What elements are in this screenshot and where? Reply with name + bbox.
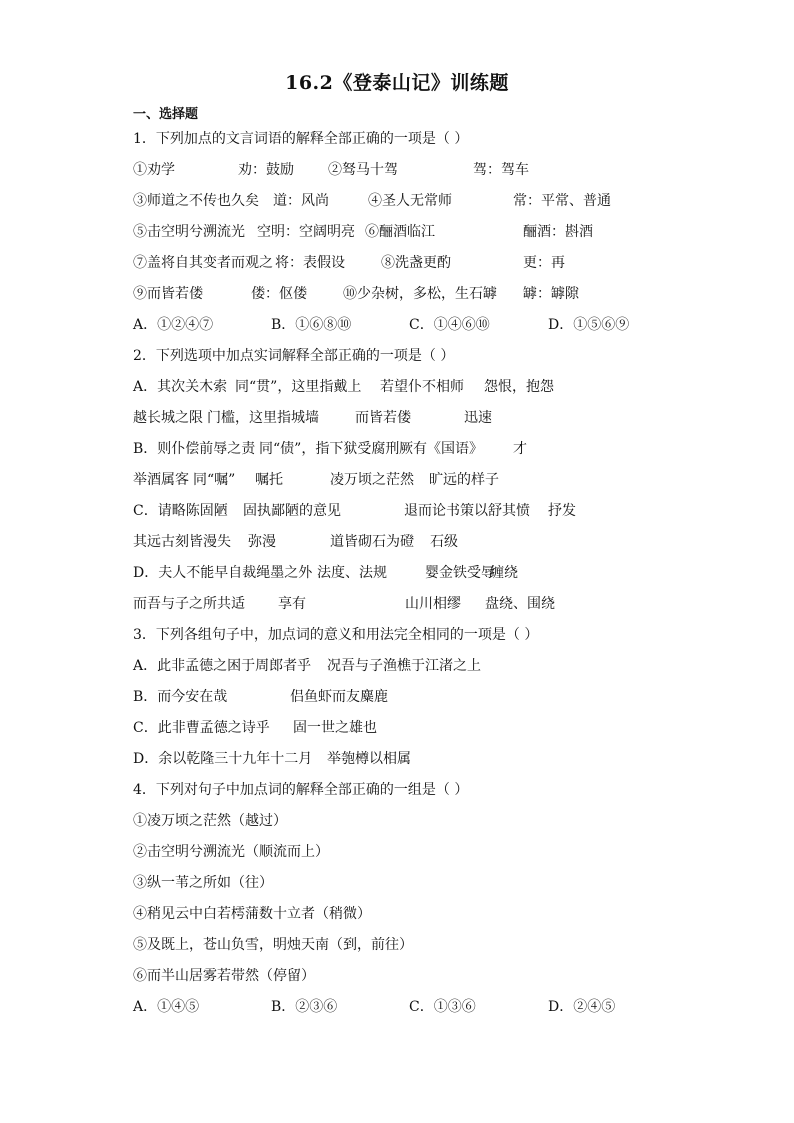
text-segment: B．则仆偿前辱之责 (133, 441, 256, 457)
text-segment: D．夫人不能早自裁绳墨之外 (133, 565, 313, 581)
text-segment: 举酒属客 (133, 472, 189, 488)
text-line (133, 469, 693, 500)
text-segment: ③纵一苇之所如（往） (133, 875, 273, 891)
text-segment: ②击空明兮溯流光（顺流而上） (133, 844, 329, 860)
text-line (133, 221, 693, 252)
text-segment: A．其次关木索 (133, 379, 228, 395)
text-segment: ⑤及既上，苍山负雪，明烛天南（到，前往） (133, 937, 413, 953)
text-line (133, 376, 693, 407)
text-segment: D．②④⑤ (548, 999, 616, 1015)
text-segment: B．②③⑥ (271, 999, 338, 1015)
text-segment: B．①⑥⑧⑩ (271, 317, 352, 333)
text-line (133, 252, 693, 283)
text-segment: 1．下列加点的文言词语的解释全部正确的一项是（ ） (133, 131, 469, 147)
text-line (133, 190, 693, 221)
text-segment: ⑥酾酒临江 (365, 224, 435, 240)
text-segment: 其远古刻皆漫失 (133, 534, 231, 550)
text-segment: 抒发 (548, 503, 576, 519)
text-segment: ⑥而半山居雾若带然（停留） (133, 968, 315, 984)
text-segment: 更：再 (523, 255, 565, 271)
text-segment: 享有 (278, 596, 306, 612)
text-segment: 门槛，这里指城墙 (207, 410, 319, 426)
text-segment: 缠绕 (490, 565, 518, 581)
text-segment: C．请略陈固陋 (133, 503, 228, 519)
text-segment: D．①⑤⑥⑨ (548, 317, 630, 333)
text-segment: 劝：鼓励 (238, 162, 294, 178)
text-segment: 凌万顷之茫然 (330, 472, 414, 488)
text-segment: ①劝学 (133, 162, 175, 178)
text-line (133, 686, 693, 717)
text-line (133, 748, 693, 779)
text-line (133, 934, 693, 965)
text-line (133, 810, 693, 841)
text-segment: 婴金铁受辱 (425, 565, 495, 581)
text-segment: A．①④⑤ (133, 999, 200, 1015)
text-segment: 常：平常、普通 (513, 193, 611, 209)
text-line (133, 407, 693, 438)
text-line (133, 717, 693, 748)
text-line (133, 314, 693, 345)
text-segment: 固执鄙陋的意见 (243, 503, 341, 519)
text-segment: 迅速 (464, 410, 492, 426)
text-segment: 罅：罅隙 (523, 286, 579, 302)
text-segment: C．此非曹孟德之诗乎 (133, 720, 270, 736)
text-segment: 山川相缪 (405, 596, 461, 612)
text-segment: 厥有《国语》 (399, 441, 483, 457)
page-title: 16.2《登泰山记》训练题 (285, 72, 509, 94)
text-line (133, 159, 693, 190)
text-line (133, 500, 693, 531)
text-segment: 同“债”，指下狱受腐刑 (259, 441, 400, 457)
text-segment: 2．下列选项中加点实词解释全部正确的一项是（ ） (133, 348, 455, 364)
text-segment: 而吾与子之所共适 (133, 596, 245, 612)
text-line (133, 283, 693, 314)
text-segment: 况吾与子渔樵于江渚之上 (327, 658, 481, 674)
text-segment: C．①③⑥ (409, 999, 476, 1015)
text-segment: ②驽马十驾 (328, 162, 398, 178)
text-segment: 道：风尚 (273, 193, 329, 209)
text-segment: 偻：伛偻 (251, 286, 307, 302)
text-segment: ⑦盖将自其变者而观之 (133, 255, 273, 271)
text-segment: 酾酒：斟酒 (523, 224, 593, 240)
text-segment: 退而论书策以舒其愤 (404, 503, 530, 519)
text-line (133, 128, 693, 159)
text-segment: 空明：空阔明亮 (257, 224, 355, 240)
text-segment: 嘱托 (255, 472, 283, 488)
text-segment: A．此非孟德之困于周郎者乎 (133, 658, 312, 674)
text-line (133, 593, 693, 624)
text-segment: ⑨而皆若偻 (133, 286, 203, 302)
text-segment: A．①②④⑦ (133, 317, 214, 333)
text-segment: ③师道之不传也久矣 (133, 193, 259, 209)
text-segment: ⑤击空明兮溯流光 (133, 224, 245, 240)
text-segment: 怨恨，抱怨 (484, 379, 554, 395)
section-heading: 一、选择题 (133, 107, 199, 122)
text-segment: ⑩少杂树，多松，生石罅 (343, 286, 497, 302)
text-segment: D．余以乾隆三十九年十二月 (133, 751, 313, 767)
text-segment: ⑧洗盏更酌 (381, 255, 451, 271)
text-line (133, 438, 693, 469)
text-segment: B．而今安在哉 (133, 689, 228, 705)
text-segment: 旷远的样子 (429, 472, 499, 488)
text-segment: ①凌万顷之茫然（越过） (133, 813, 287, 829)
text-segment: 道皆砌石为磴 (330, 534, 414, 550)
text-segment: 同“贯”，这里指戴上 (235, 379, 362, 395)
text-line (133, 903, 693, 934)
text-segment: 法度、法规 (317, 565, 387, 581)
text-segment: 3．下列各组句子中，加点词的意义和用法完全相同的一项是（ ） (133, 627, 539, 643)
text-segment: 固一世之雄也 (293, 720, 377, 736)
text-line (133, 345, 693, 376)
text-segment: 侣鱼虾而友麋鹿 (290, 689, 388, 705)
text-segment: 举匏樽以相属 (327, 751, 411, 767)
text-segment: 若望仆不相师 (380, 379, 464, 395)
text-line (133, 655, 693, 686)
text-segment: 4．下列对句子中加点词的解释全部正确的一组是（ ） (133, 782, 469, 798)
text-segment: 将：表假设 (275, 255, 345, 271)
text-line (133, 996, 693, 1027)
text-segment: 石级 (430, 534, 458, 550)
text-segment: 才 (513, 441, 527, 457)
text-line (133, 624, 693, 655)
text-line (133, 779, 693, 810)
text-segment: 驾：驾车 (473, 162, 529, 178)
text-line (133, 531, 693, 562)
text-segment: ④稍见云中白若樗蒲数十立者（稍微） (133, 906, 371, 922)
text-segment: 越长城之限 (133, 410, 203, 426)
question-list (133, 128, 693, 1027)
text-line (133, 841, 693, 872)
text-line (133, 872, 693, 903)
text-segment: 同“嘱” (193, 472, 236, 488)
text-line (133, 562, 693, 593)
text-segment: 弥漫 (248, 534, 276, 550)
text-segment: C．①④⑥⑩ (409, 317, 490, 333)
text-segment: 而皆若偻 (355, 410, 411, 426)
text-segment: 盘绕、围绕 (485, 596, 555, 612)
text-segment: ④圣人无常师 (368, 193, 452, 209)
text-line (133, 965, 693, 996)
